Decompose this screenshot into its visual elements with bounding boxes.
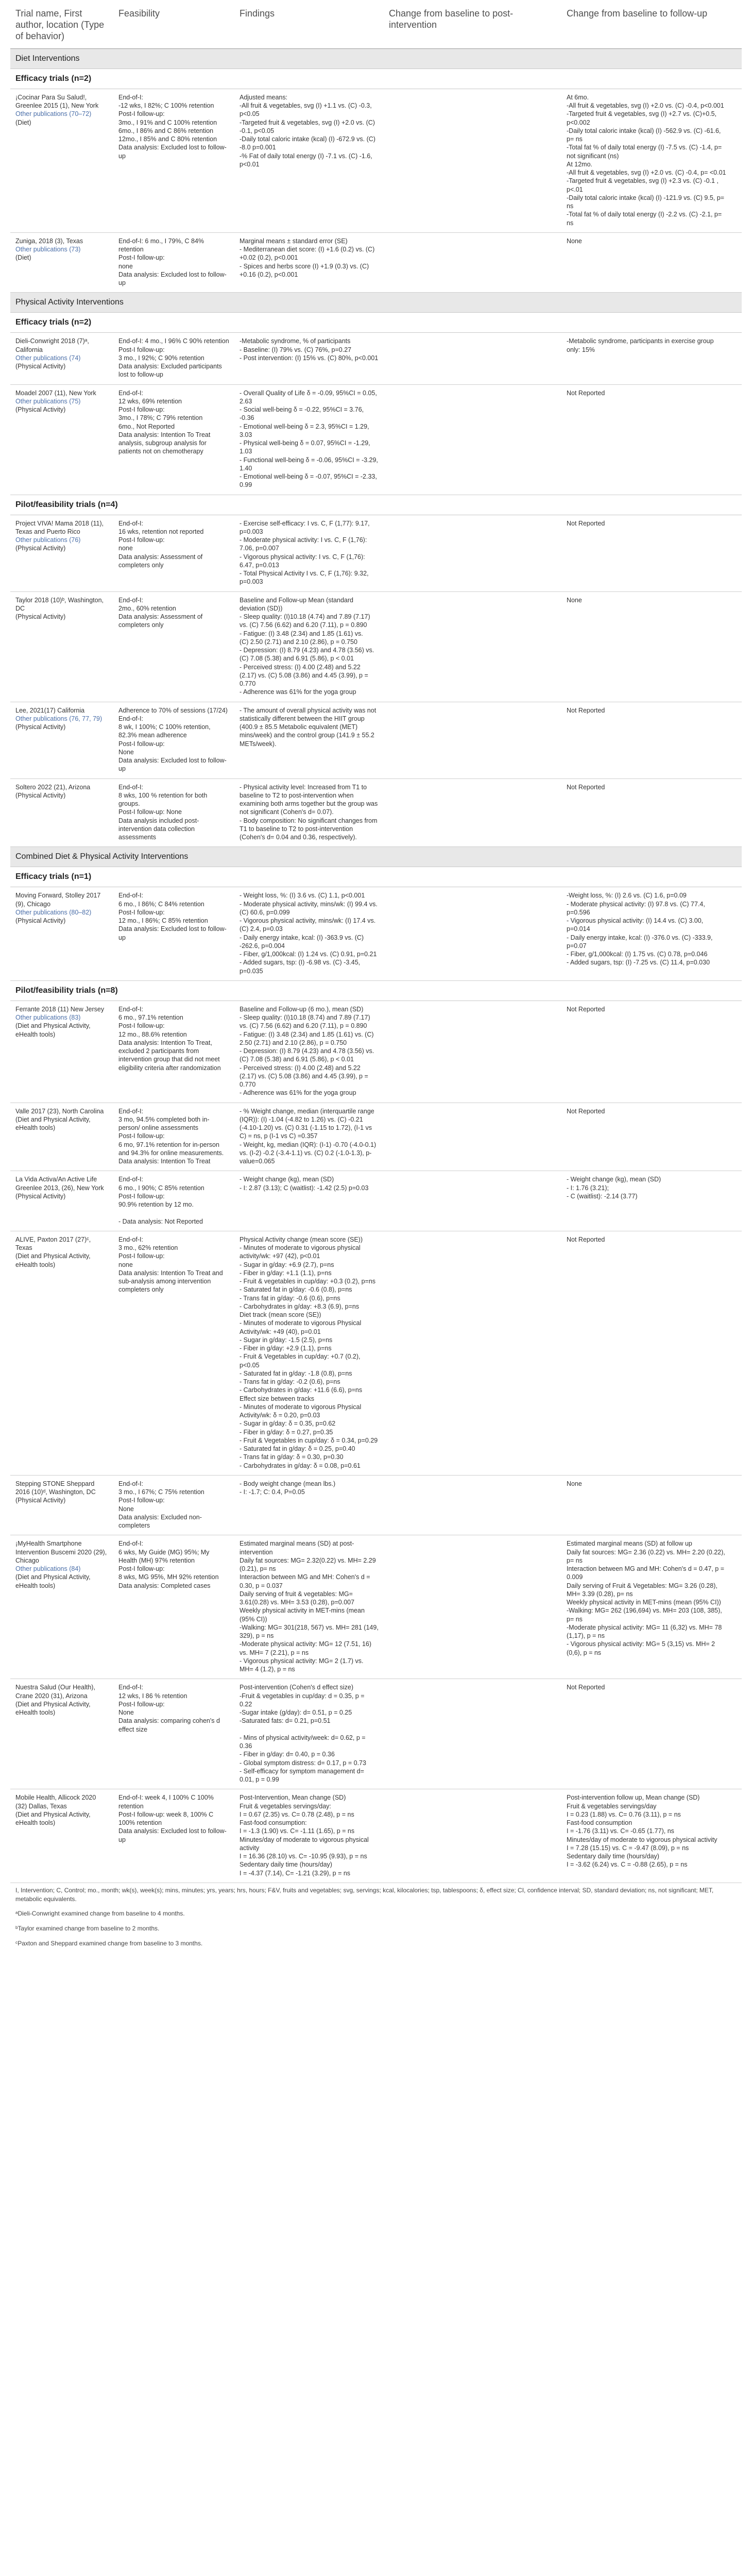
followup-cell: None bbox=[567, 1480, 582, 1487]
trial-name: Moving Forward, Stolley 2017 (9), Chicago bbox=[15, 892, 101, 908]
post-intervention-cell bbox=[384, 702, 561, 778]
findings-cell: - % Weight change, median (interquartile range (IQR)): (I) -1.04 (-4.82 to 1.26) vs. (C) -0.21 (-4.10-1.20) vs. (C) 0.31 (-1.15 to 1.72), (I-1 vs C) = ns, p (I-1 vs C) =0.357 - Weight, kg, median (IQR): (I-1) -0.70 (-4.0-0.1) vs. (I-2) -0.2 (-3.4-1.1) vs. (C) 0.2 (-1.0-1.3), p-value=0.065 bbox=[240, 1107, 377, 1165]
trial-cell bbox=[10, 333, 113, 384]
feasibility-cell: Adherence to 70% of sessions (17/24) End-of-I: 8 wk, I 100%; C 100% retention, 82.3% mean adherence Post-I follow-up: None Data analysis: Excluded lost to follow-up bbox=[118, 706, 228, 773]
trial-name: Stepping STONE Sheppard 2016 (10)ᵈ, Washington, DC bbox=[15, 1480, 96, 1496]
trial-name: Zuniga, 2018 (3), Texas bbox=[15, 237, 83, 245]
other-publications: Other publications (74) bbox=[15, 354, 81, 362]
subsection-heading: Efficacy trials (n=1) bbox=[10, 867, 742, 887]
trial-cell bbox=[10, 1789, 113, 1883]
feasibility-cell: End-of-I: 6 mo., I 79%, C 84% retention Post-I follow-up: none Data analysis: Excluded lost to follow-up bbox=[118, 237, 227, 287]
post-intervention-cell bbox=[384, 1001, 561, 1103]
feasibility-cell: End-of-I: 4 mo., I 96% C 90% retention Post-I follow-up: 3 mo., I 92%; C 90% retention Data analysis: Excluded participants lost to follow-up bbox=[118, 337, 229, 379]
table-row bbox=[10, 1476, 742, 1536]
subsection-heading: Pilot/feasibility trials (n=4) bbox=[10, 495, 742, 515]
trial-cell bbox=[10, 779, 113, 847]
behavior-type: (Physical Activity) bbox=[15, 917, 66, 925]
other-publications: Other publications (75) bbox=[15, 397, 81, 405]
followup-cell: At 6mo. -All fruit & vegetables, svg (I) +2.0 vs. (C) -0.4, p<0.001 -Targeted fruit & vegetables, svg (I) +2.7 vs. (C)+0.5, p<0.002 -Daily total caloric intake (kcal) (I) -562.9 vs. (C) -61.6, p= ns -Total fat % of daily total energy (I) -7.5 vs. (C) -1.4, p= not significant (ns) At 12mo. -All fruit & vegetables, svg (I) +2.0 vs. (C) -0.4, p= <0.01 -Targeted fruit & vegetables, svg (I) +2.3 vs. (C) -0.1 , p<.01 -Daily total caloric intake (kcal) (I) -121.9 vs. (C) 9.5, p= ns -Total fat % of daily total energy (I) -2.2 vs. (C) -2.1, p= ns bbox=[567, 93, 726, 227]
post-intervention-cell bbox=[384, 1103, 561, 1171]
trial-name: Nuestra Salud (Our Health), Crane 2020 (31), Arizona bbox=[15, 1684, 95, 1700]
trial-cell bbox=[10, 1476, 113, 1535]
feasibility-cell: End-of-I: 12 wks, I 86 % retention Post-I follow-up: None Data analysis: comparing cohen's d effect size bbox=[118, 1684, 220, 1733]
column-header: Change from baseline to post-intervention bbox=[389, 8, 514, 30]
findings-cell: Physical Activity change (mean score (SE)) - Minutes of moderate to vigorous physical activity/wk: +97 (42), p<0.01 - Sugar in g/day: +6.9 (2.7), p=ns - Fiber in g/day: +1.1 (1.1), p=ns - Fruit & vegetables in cup/day: +0.3 (0.2), p=ns - Saturated fat in g/day: -0.6 (0.8), p=ns - Trans fat in g/day: -0.6 (0.6), p=ns - Carbohydrates in g/day: +8.3 (6.9), p=ns Diet track (mean score (SE)) - Minutes of moderate to vigorous Physical Activity/wk: +49 (40), p=0.01 - Sugar in g/day: -1.5 (2.5), p=ns - Fiber in g/day: +2.9 (1.1), p=ns - Fruit & Vegetables in cup/day: +0.7 (0.2), p<0.05 - Saturated fat in g/day: -1.8 (0.8), p=ns - Trans fat in g/day: -0.2 (0.6), p=ns - Carbohydrates in g/day: +11.6 (6.6), p=ns Effect size between tracks - Minutes of moderate to vigorous Physical Activity/wk: δ = 0.20, p=0.03 - Sugar in g/day: δ = 0.35, p=0.62 - Fiber in g/day: δ = 0.27, p=0.35 - Fruit & Vegetables in cup/day: δ = 0.34, p=0.29 - Saturated fat in g/day: δ = 0.25, p=0.40 - Trans fat in g/day: δ = 0.30, p=0.30 - Carbohydrates in g/day: δ = 0.08, p=0.61 bbox=[240, 1235, 378, 1469]
post-intervention-cell bbox=[384, 385, 561, 495]
table-row bbox=[10, 89, 742, 233]
behavior-type: (Diet) bbox=[15, 254, 31, 262]
section-heading: Combined Diet & Physical Activity Interventions bbox=[10, 847, 742, 867]
findings-cell: - Physical activity level: Increased from T1 to baseline to T2 to post-intervention when examining both arms together but the group was not significant (Cohen's d= 0.07). - Body composition: No significant changes from T1 to baseline to T2 to post-intervention (Cohen's d= 0.04 and 0.36, respectively). bbox=[240, 783, 378, 841]
trial-name: La Vida Activa/An Active Life Greenlee 2013, (26), New York bbox=[15, 1176, 104, 1192]
followup-cell: Not Reported bbox=[567, 519, 605, 527]
trial-name: Mobile Health, Allicock 2020 (32) Dallas, Texas bbox=[15, 1794, 96, 1810]
feasibility-cell: End-of-I: 6 wks, My Guide (MG) 95%; My Health (MH) 97% retention Post-I follow-up: 8 wks, MG 95%, MH 92% retention Data analysis: Completed cases bbox=[118, 1540, 219, 1589]
behavior-type: (Physical Activity) bbox=[15, 791, 66, 799]
feasibility-cell: End-of-I: 3 mo., I 67%; C 75% retention Post-I follow-up: None Data analysis: Excluded non-completers bbox=[118, 1480, 204, 1530]
post-intervention-cell bbox=[384, 592, 561, 702]
findings-cell: - The amount of overall physical activity was not statistically different between the HIIT group (400.9 ± 85.5 Metabolic equivalent (MET) mins/week) and the control group (141.9 ± 55.2 METs/week). bbox=[240, 706, 377, 748]
findings-cell: - Exercise self-efficacy: I vs. C, F (1,77): 9.17, p=0.003 - Moderate physical activity: I vs. C, F (1,76): 7.06, p=0.007 - Vigorous physical activity: I vs. C, F (1,76): 6.47, p=0.013 - Total Physical Activity I vs. C, F (1,76): 9.32, p=0.003 bbox=[240, 519, 370, 586]
other-publications: Other publications (80–82) bbox=[15, 908, 92, 916]
table-row bbox=[10, 1001, 742, 1103]
table-row bbox=[10, 779, 742, 848]
table-row bbox=[10, 702, 742, 779]
other-publications: Other publications (73) bbox=[15, 246, 81, 253]
other-publications: Other publications (76, 77, 79) bbox=[15, 715, 102, 722]
followup-cell: Not Reported bbox=[567, 1235, 605, 1243]
post-intervention-cell bbox=[384, 233, 561, 293]
feasibility-cell: End-of-I: 3 mo., 62% retention Post-I follow-up: none Data analysis: Intention To Treat and sub-analysis among intervention completers only bbox=[118, 1235, 223, 1294]
footnote: ᶜPaxton and Sheppard examined change from baseline to 3 months. bbox=[15, 1940, 203, 1947]
findings-cell: Marginal means ± standard error (SE) - Mediterranean diet score: (I) +1.6 (0.2) vs. (C) +0.02 (0.2), p<0.001 - Spices and herbs score (I) +1.9 (0.3) vs. (C) +0.16 (0.2), p<0.001 bbox=[240, 237, 375, 278]
trial-name: Ferrante 2018 (11) New Jersey bbox=[15, 1005, 105, 1013]
footnote: ᵃDieli-Conwright examined change from baseline to 4 months. bbox=[15, 1910, 185, 1918]
feasibility-cell: End-of-I: 16 wks, retention not reported Post-I follow-up: none Data analysis: Assessment of completers only bbox=[118, 519, 204, 569]
followup-cell: Not Reported bbox=[567, 389, 605, 397]
table-row bbox=[10, 592, 742, 702]
post-intervention-cell bbox=[384, 1789, 561, 1883]
behavior-type: (Diet and Physical Activity, eHealth tools) bbox=[15, 1573, 91, 1589]
followup-cell: Not Reported bbox=[567, 1107, 605, 1115]
post-intervention-cell bbox=[384, 1679, 561, 1789]
trial-cell bbox=[10, 1001, 113, 1103]
followup-cell: - Weight change (kg), mean (SD) - I: 1.76 (3.21); - C (waitlist): -2.14 (3.77) bbox=[567, 1176, 661, 1200]
behavior-type: (Diet and Physical Activity, eHealth tools) bbox=[15, 1252, 91, 1268]
behavior-type: (Physical Activity) bbox=[15, 1497, 66, 1504]
column-header: Trial name, First author, location (Type of behavior) bbox=[15, 8, 105, 41]
post-intervention-cell bbox=[384, 1231, 561, 1475]
trial-name: Soltero 2022 (21), Arizona bbox=[15, 783, 91, 791]
feasibility-cell: End-of-I: 12 wks, 69% retention Post-I follow-up: 3mo., I 78%; C 79% retention 6mo., Not Reported Data analysis: Intention To Treat analysis, subgroup analysis for patients not on chemotherapy bbox=[118, 389, 211, 455]
behavior-type: (Diet and Physical Activity, eHealth tools) bbox=[15, 1022, 91, 1038]
subsection-heading: Efficacy trials (n=2) bbox=[10, 69, 742, 89]
table-row bbox=[10, 1231, 742, 1476]
findings-cell: Post-intervention (Cohen's d effect size) -Fruit & vegetables in cup/day: d = 0.35, p = 0.22 -Sugar intake (g/day): d= 0.51, p = 0.25 -Saturated fats: d= 0.21, p=0.51 - Mins of physical activity/week: d= 0.62, p = 0.36 - Fiber in g/day: d= 0.40, p = 0.36 - Global symptom distress: d= 0.17, p = 0.73 - Self-efficacy for symptom management d= 0.01, p = 0.99 bbox=[240, 1684, 366, 1784]
feasibility-cell: End-of-I: week 4, I 100% C 100% retention Post-I follow-up: week 8, 100% C 100% retention Data analysis: Excluded lost to follow-up bbox=[118, 1794, 227, 1843]
table-body bbox=[10, 49, 742, 1883]
trial-name: Moadel 2007 (11), New York bbox=[15, 389, 96, 397]
behavior-type: (Diet and Physical Activity, eHealth tools) bbox=[15, 1115, 91, 1132]
followup-cell: Not Reported bbox=[567, 783, 605, 791]
post-intervention-cell bbox=[384, 779, 561, 847]
behavior-type: (Diet and Physical Activity, eHealth tools) bbox=[15, 1700, 91, 1717]
feasibility-cell: End-of-I: -12 wks, I 82%; C 100% retention Post-I follow-up: 3mo., I 91% and C 100% retention 6mo., I 86% and C 86% retention 12mo., I 85% and C 80% retention Data analysis: Excluded lost to follow-up bbox=[118, 93, 227, 160]
trial-cell bbox=[10, 1103, 113, 1171]
footnote: I, Intervention; C, Control; mo., month; wk(s), week(s); mins, minutes; yrs, years; hrs, hours; F&V, fruits and vegetables; svg, servings; kcal, kilocalories; tsp, tablespoons; δ, effect size; CI, confidence interval; SD, standard deviation; ns, not significant; MET, metabolic equivalents. bbox=[15, 1886, 714, 1903]
behavior-type: (Physical Activity) bbox=[15, 613, 66, 621]
post-intervention-cell bbox=[384, 333, 561, 384]
followup-cell: Post-intervention follow up, Mean change (SD) Fruit & vegetables servings/day I = 0.23 (1.88) vs. C= 0.76 (3.11), p = ns Fast-food consumption I = -1.76 (3.11) vs. C= -0.65 (1.77), ns Minutes/day of moderate to vigorous physical activity I = 7.28 (15.15) vs. C = -9.47 (8.09), p = ns Sedentary daily time (hours/day) I = -3.62 (6.24) vs. C = -0.88 (2.65), p = ns bbox=[567, 1794, 717, 1869]
trial-cell bbox=[10, 1535, 113, 1679]
table-row bbox=[10, 887, 742, 981]
findings-cell: - Weight loss, %: (I) 3.6 vs. (C) 1.1, p<0.001 - Moderate physical activity, mins/wk: (I) 99.4 vs. (C) 60.6, p=0.099 - Vigorous physical activity, mins/wk: (I) 17.4 vs. (C) 2.4, p=0.03 - Daily energy intake, kcal: (I) -363.9 vs. (C) -262.6, p=0.004 - Fiber, g/1,000kcal: (I) 1.24 vs. (C) 0.91, p=0.21 - Added sugars, tsp: (I) -6.98 vs. (C) -3.45, p=0.035 bbox=[240, 892, 378, 975]
footnote: ᵇTaylor examined change from baseline to 2 months. bbox=[15, 1925, 160, 1933]
trial-cell bbox=[10, 89, 113, 232]
table-row bbox=[10, 1535, 742, 1679]
trial-name: ALIVE, Paxton 2017 (27)ᶜ, Texas bbox=[15, 1235, 91, 1252]
section-heading: Diet Interventions bbox=[10, 49, 742, 69]
trial-cell bbox=[10, 385, 113, 495]
trial-cell bbox=[10, 1679, 113, 1789]
table-row bbox=[10, 1103, 742, 1172]
subsection-heading: Pilot/feasibility trials (n=8) bbox=[10, 981, 742, 1001]
findings-cell: Baseline and Follow-up (6 mo.), mean (SD) - Sleep quality: (I)10.18 (8.74) and 7.89 (7.17) vs. (C) 7.56 (6.62) and 6.20 (7.11), p = 0.890 - Fatigue: (I) 3.48 (2.34) and 1.85 (1.61) vs. (C) 2.50 (2.71) and 2.10 (2.86), p = 0.750 - Depression: (I) 8.79 (4.23) and 4.78 (3.56) vs. (C) 7.08 (5.38) and 6.91 (5.86), p < 0.01 - Perceived stress: (I) 4.00 (2.48) and 5.22 (2.17) vs. (C) 5.08 (3.86) and 4.45 (3.99), p = 0.770 - Adherence was 61% for the yoga group bbox=[240, 1005, 374, 1097]
footnotes bbox=[10, 1883, 742, 1951]
subsection-heading: Efficacy trials (n=2) bbox=[10, 313, 742, 333]
trial-cell bbox=[10, 1171, 113, 1231]
behavior-type: (Physical Activity) bbox=[15, 545, 66, 552]
column-header: Change from baseline to follow-up bbox=[567, 8, 708, 19]
followup-cell: None bbox=[567, 596, 582, 604]
column-header: Findings bbox=[240, 8, 275, 19]
behavior-type: (Diet and Physical Activity, eHealth tools) bbox=[15, 1810, 91, 1827]
other-publications: Other publications (76) bbox=[15, 536, 81, 544]
behavior-type: (Physical Activity) bbox=[15, 723, 66, 731]
trial-name: Lee, 2021(17) California bbox=[15, 706, 85, 714]
other-publications: Other publications (70–72) bbox=[15, 110, 92, 118]
trial-cell bbox=[10, 515, 113, 591]
findings-cell: -Metabolic syndrome, % of participants - Baseline: (I) 79% vs. (C) 76%, p=0.27 - Post intervention: (I) 15% vs. (C) 80%, p<0.001 bbox=[240, 337, 379, 362]
trial-name: ¡MyHealth Smartphone Intervention Buscemi 2020 (29), Chicago bbox=[15, 1540, 107, 1564]
trial-cell bbox=[10, 592, 113, 702]
behavior-type: (Physical Activity) bbox=[15, 363, 66, 370]
feasibility-cell: End-of-I: 8 wks, 100 % retention for both groups. Post-I follow-up: None Data analysis included post-intervention data collection assessments bbox=[118, 783, 208, 841]
followup-cell: Estimated marginal means (SD) at follow up Daily fat sources: MG= 2.36 (0.22) vs. MH= 2.20 (0.22), p= ns Interaction between MG and MH: Cohen's d = 0.47, p = 0.009 Daily serving of Fruit & Vegetables: MG= 3.26 (0.28), MH= 3.39 (0.28), p= ns Weekly physical activity in MET-mins (mean (95% CI)) -Walking: MG= 262 (196,694) vs. MH= 203 (108, 385), p= ns -Moderate physical activity: MG= 11 (6,32) vs. MH= 78 (1,17), p = ns - Vigorous physical activity: MG= 5 (3,15) vs. MH= 2 (0,6), p = ns bbox=[567, 1540, 725, 1656]
findings-cell: - Weight change (kg), mean (SD) - I: 2.87 (3.13); C (waitlist): -1.42 (2.5) p=0.03 bbox=[240, 1176, 369, 1192]
post-intervention-cell bbox=[384, 1476, 561, 1535]
followup-cell: -Weight loss, %: (I) 2.6 vs. (C) 1.6, p=0.09 - Moderate physical activity: (I) 97.8 vs. (C) 77.4, p=0.596 - Vigorous physical activity: (I) 14.4 vs. (C) 3.00, p=0.014 - Daily energy intake, kcal: (I) -376.0 vs. (C) -333.9, p=0.07 - Fiber, g/1,000kcal: (I) 1.75 vs. (C) 0.78, p=0.046 - Added sugars, tsp: (I) -7.25 vs. (C) 11.4, p=0.030 bbox=[567, 892, 713, 967]
followup-cell: Not Reported bbox=[567, 1005, 605, 1013]
findings-cell: Estimated marginal means (SD) at post-intervention Daily fat sources: MG= 2.32(0.22) vs. MH= 2.29 (0.21), p= ns Interaction between MG and MH: Cohen's d = 0.30, p = 0.037 Daily serving of fruit & vegetables: MG= 3.61(0.28) vs. MH= 3.53 (0.28), p=0.007 Weekly physical activity in MET-mins (mean (95% CI)) -Walking: MG= 301(218, 567) vs. MH= 281 (149, 329), p = ns -Moderate physical activity: MG= 12 (7.51, 16) vs. MH= 7 (2.21), p = ns - Vigorous physical activity: MG= 2 (1.7) vs. MH= 4 (1.2), p = ns bbox=[240, 1540, 379, 1673]
post-intervention-cell bbox=[384, 89, 561, 232]
feasibility-cell: End-of-I: 6 mo., I 90%; C 85% retention Post-I follow-up: 90.9% retention by 12 mo. - Data analysis: Not Reported bbox=[118, 1176, 204, 1225]
feasibility-cell: End-of-I: 2mo., 60% retention Data analysis: Assessment of completers only bbox=[118, 596, 203, 629]
post-intervention-cell bbox=[384, 515, 561, 591]
findings-cell: Post-Intervention, Mean change (SD) Fruit & vegetables servings/day: I = 0.67 (2.35) vs. C= 0.78 (2.48), p = ns Fast-food consumption: I = -1.3 (1.90) vs. C= -1.11 (1.65), p = ns Minutes/day of moderate to vigorous physical activity I = 16.36 (28.10) vs. C= -10.95 (9.93), p = ns Sedentary daily time (hours/day) I = -4.37 (7.14), C= -1.21 (3.29), p = ns bbox=[240, 1794, 369, 1877]
followup-cell: Not Reported bbox=[567, 1684, 605, 1691]
other-publications: Other publications (84) bbox=[15, 1565, 81, 1573]
trial-cell bbox=[10, 887, 113, 980]
table-row bbox=[10, 1679, 742, 1789]
column-header: Feasibility bbox=[118, 8, 160, 19]
behavior-type: (Diet) bbox=[15, 118, 31, 126]
trial-cell bbox=[10, 702, 113, 778]
followup-cell: None bbox=[567, 237, 582, 245]
evidence-table bbox=[10, 0, 742, 1951]
trial-cell bbox=[10, 1231, 113, 1475]
section-heading: Physical Activity Interventions bbox=[10, 293, 742, 313]
post-intervention-cell bbox=[384, 1535, 561, 1679]
feasibility-cell: End-of-I: 3 mo, 94.5% completed both in-person/ online assessments Post-I follow-up: 6 mo, 97.1% retention for in-person and 94.3% for online measurements. Data analysis: Intention To Treat bbox=[118, 1107, 224, 1165]
followup-cell: Not Reported bbox=[567, 706, 605, 714]
trial-cell bbox=[10, 233, 113, 293]
feasibility-cell: End-of-I: 6 mo., 97.1% retention Post-I follow-up: 12 mo., 88.6% retention Data analysis: Intention To Treat, excluded 2 participants from intervention group that did not meet eligibility criteria after randomization bbox=[118, 1005, 221, 1072]
trial-name: ¡Cocinar Para Su Salud!, Greenlee 2015 (1), New York bbox=[15, 93, 99, 110]
behavior-type: (Physical Activity) bbox=[15, 406, 66, 414]
trial-name: Project VIVA! Mama 2018 (11), Texas and Puerto Rico bbox=[15, 519, 104, 535]
trial-name: Valle 2017 (23), North Carolina bbox=[15, 1107, 104, 1115]
table-row bbox=[10, 333, 742, 384]
followup-cell: -Metabolic syndrome, participants in exercise group only: 15% bbox=[567, 337, 714, 353]
behavior-type: (Physical Activity) bbox=[15, 1192, 66, 1200]
table-row bbox=[10, 1171, 742, 1231]
findings-cell: - Overall Quality of Life δ = -0.09, 95%CI = 0.05, 2.63 - Social well-being δ = -0.22, 95%CI = 3.76, -0.36 - Emotional well-being δ = 2.3, 95%CI = 1.29, 3.03 - Physical well-being δ = 0.07, 95%CI = -1.29, 1.03 - Functional well-being δ = -0.06, 95%CI = -3.29, 1.40 - Emotional well-being δ = -0.07, 95%CI = -2.33, 0.99 bbox=[240, 389, 378, 489]
feasibility-cell: End-of-I: 6 mo., I 86%; C 84% retention Post-I follow-up: 12 mo., I 86%; C 85% retention Data analysis: Excluded lost to follow-up bbox=[118, 892, 227, 941]
post-intervention-cell bbox=[384, 887, 561, 980]
table-row bbox=[10, 1789, 742, 1883]
post-intervention-cell bbox=[384, 1171, 561, 1231]
findings-cell: - Body weight change (mean lbs.) - I: -1.7; C: 0.4, P=0.05 bbox=[240, 1480, 336, 1496]
findings-cell: Adjusted means: -All fruit & vegetables, svg (I) +1.1 vs. (C) -0.3, p<0.05 -Targeted fruit & vegetables, svg (I) +2.0 vs. (C) -0.1, p<0.05 -Daily total caloric intake (kcal) (I) -672.9 vs. (C) -8.0 p=0.001 -% Fat of daily total energy (I) -7.1 vs. (C) -1.6, p<0.01 bbox=[240, 93, 375, 168]
table-row bbox=[10, 515, 742, 592]
findings-cell: Baseline and Follow-up Mean (standard deviation (SD)) - Sleep quality: (I)10.18 (4.74) and 7.89 (7.17) vs. (C) 7.56 (6.62) and 6.20 (7.11), p = 0.890 - Fatigue: (I) 3.48 (2.34) and 1.85 (1.61) vs. (C) 2.50 (2.71) and 2.10 (2.86), p = 0.750 - Depression: (I) 8.79 (4.23) and 4.78 (3.56) vs. (C) 7.08 (5.38) and 6.91 (5.86), p < 0.01 - Perceived stress: (I) 4.00 (2.48) and 5.22 (2.17) vs. (C) 5.08 (3.86) and 4.45 (3.99), p = 0.770 - Adherence was 61% for the yoga group bbox=[240, 596, 374, 696]
table-row bbox=[10, 233, 742, 293]
table-header bbox=[10, 3, 742, 49]
trial-name: Dieli-Conwright 2018 (7)ᵃ, California bbox=[15, 337, 89, 353]
table-row bbox=[10, 385, 742, 495]
trial-name: Taylor 2018 (10)ᵇ, Washington, DC bbox=[15, 596, 104, 612]
other-publications: Other publications (83) bbox=[15, 1014, 81, 1022]
